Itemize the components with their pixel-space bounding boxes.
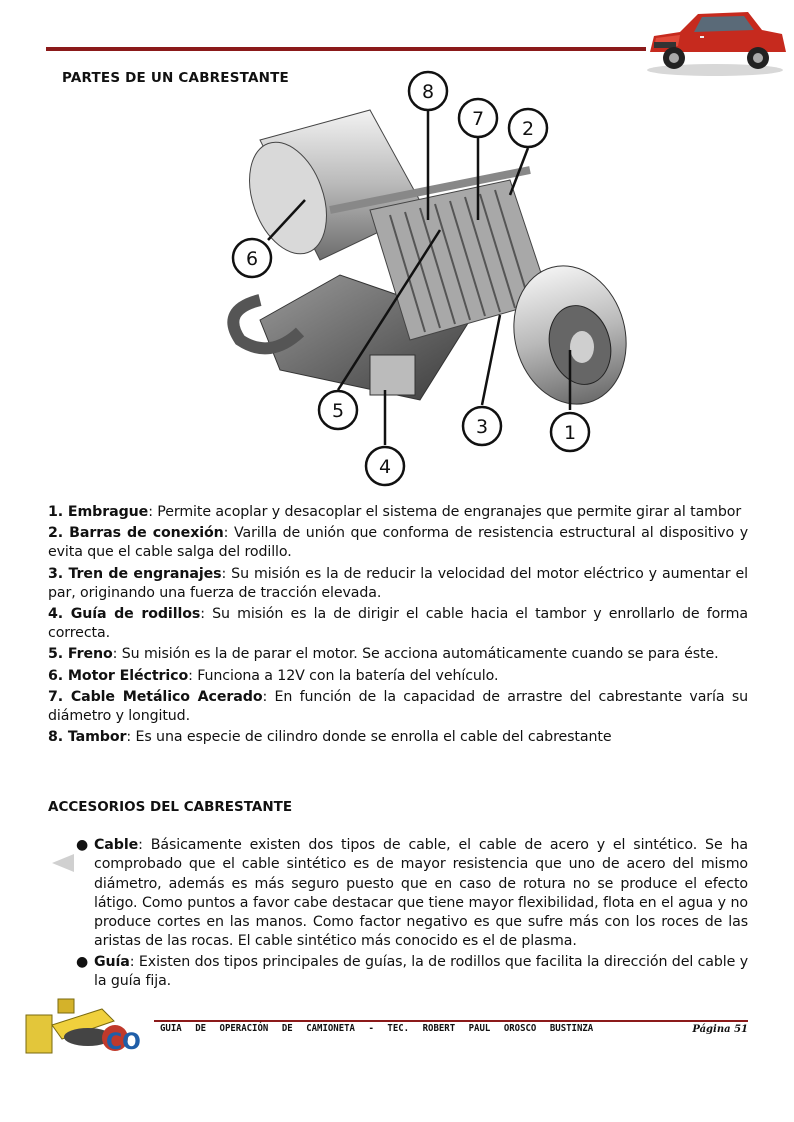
- svg-text:5: 5: [331, 400, 345, 422]
- footer-title: GUIA DE OPERACIÓN DE CAMIONETA - TEC. ROBERT PAUL OROSCO BUSTINZA: [160, 1023, 594, 1034]
- part-item: 7. Cable Metálico Acerado: En función de la capacidad de arrastre del cabrestante varía su diámetro y longitud.: [48, 688, 748, 725]
- part-item: 1. Embrague: Permite acoplar y desacoplar el sistema de engranajes que permite girar al tambor: [48, 504, 742, 520]
- accessories-list: [74, 836, 748, 991]
- header-rule: [46, 47, 646, 51]
- part-item: 6. Motor Eléctrico: Funciona a 12V con la batería del vehículo.: [48, 667, 499, 684]
- winch-diagram: [220, 70, 640, 490]
- page-number: Página 51: [692, 1024, 748, 1035]
- footer-rule: [154, 1020, 748, 1022]
- svg-text:3: 3: [475, 416, 489, 438]
- bullet-icon: ●: [76, 837, 89, 853]
- section-heading: PARTES DE UN CABRESTANTE: [62, 70, 289, 86]
- accessory-item: ● Guía: Existen dos tipos principales de guías, la de rodillos que facilita la dirección del cable y la guía fija.: [76, 953, 748, 990]
- triangle-marker-icon: [50, 850, 76, 876]
- part-item: 5. Freno: Su misión es la de parar el motor. Se acciona automáticamente cuando se para éste.: [48, 646, 719, 663]
- svg-text:4: 4: [378, 456, 392, 478]
- bulldozer-logo: [22, 995, 154, 1057]
- svg-text:8: 8: [421, 81, 435, 103]
- red-pickup-truck-image: [640, 2, 790, 78]
- parts-list: [48, 503, 748, 749]
- svg-text:1: 1: [563, 422, 577, 444]
- part-item: 8. Tambor: Es una especie de cilindro donde se enrolla el cable del cabrestante: [48, 729, 612, 746]
- part-item: 4. Guía de rodillos: Su misión es la de dirigir el cable hacia el tambor y enrollarlo de forma correcta.: [48, 606, 748, 642]
- bullet-icon: ●: [76, 953, 89, 970]
- svg-text:6: 6: [245, 248, 259, 270]
- roller-fairlead: [370, 355, 415, 395]
- part-item: 3. Tren de engranajes: Su misión es la de reducir la velocidad del motor eléctrico y aumentar el par, originando una fuerza de tracción elevada.: [48, 565, 748, 601]
- svg-text:2: 2: [521, 118, 535, 140]
- svg-text:7: 7: [471, 108, 485, 130]
- part-item: 2. Barras de conexión: Varilla de unión que conforma de resistencia estructural al dispositivo y evita que el cable salga del rodillo.: [48, 525, 748, 561]
- accessories-heading: ACCESORIOS DEL CABRESTANTE: [48, 799, 293, 815]
- accessory-item: ● Cable: Básicamente existen dos tipos de cable, el cable de acero y el sintético. Se ha comprobado que el cable sintético es de mayor resistencia que uno de acero del mismo diámetro, además es más seguro puesto que en caso de rotura no se produce el efecto látigo. Como puntos a favor cabe destacar que tiene mayor flexibilidad, flota en el agua y no produce cortes en las manos. Como factor negativo es que sufre más con los roces de las aristas de las rocas. El cable sintético más conocido es el de plasma.: [76, 837, 748, 950]
- svg-text:CO: CO: [106, 1030, 141, 1055]
